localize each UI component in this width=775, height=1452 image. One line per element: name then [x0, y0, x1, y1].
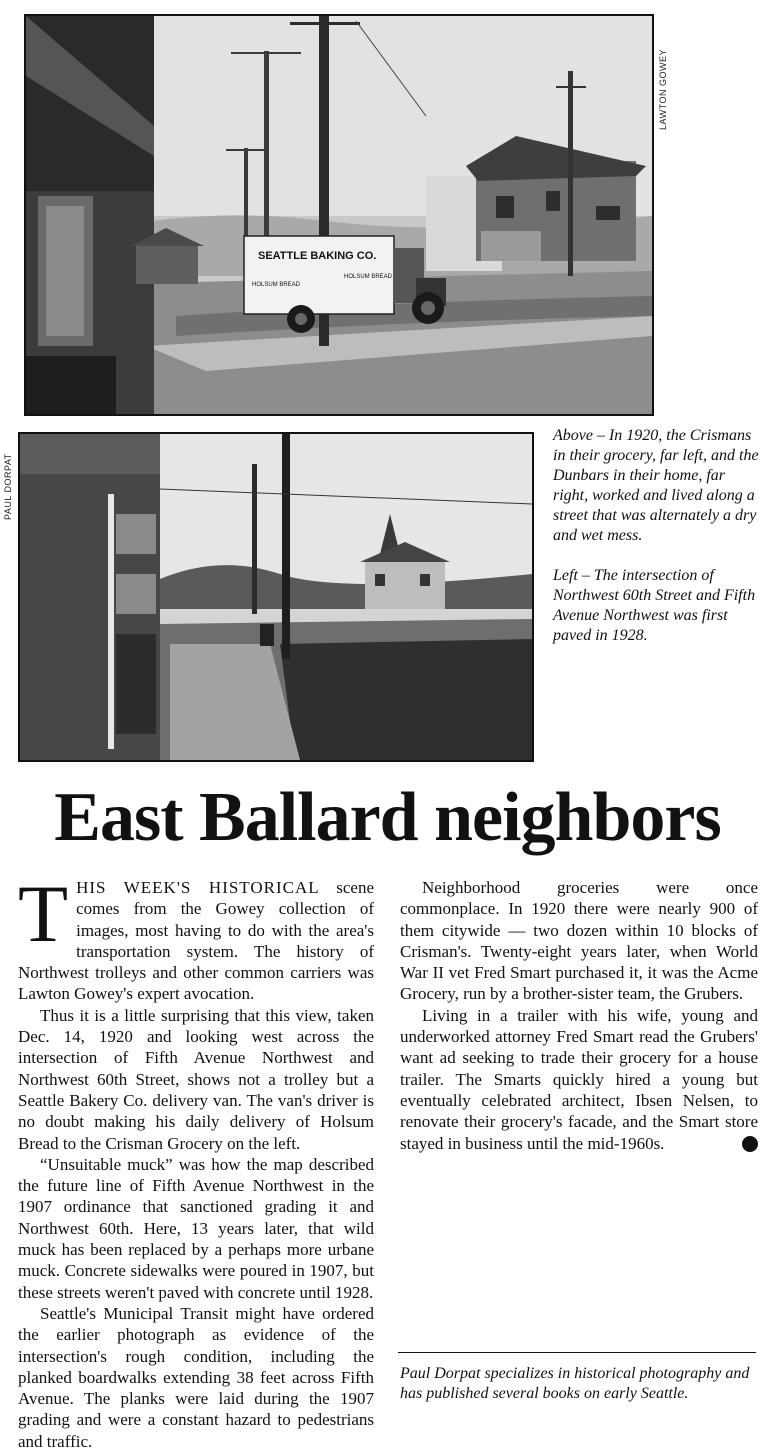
drop-cap: T: [18, 868, 69, 959]
photo-credit-lawton-gowey: LAWTON GOWEY: [658, 48, 668, 130]
bio-divider: [398, 1352, 756, 1353]
author-bio: Paul Dorpat specializes in historical photography and has published several books on early Seattle.: [400, 1365, 750, 1402]
article-paragraph-4: Seattle's Municipal Transit might have ordered the earlier photograph as evidence of the intersection's rough condition, including the planked boardwalks extending 38 feet across Fifth Avenue. The planks were laid during the 1907 grading and were a constant hazard to pedestrians and traffic.: [18, 1303, 374, 1451]
photo-credit-paul-dorpat: PAUL DORPAT: [3, 453, 13, 520]
caption-left: Left – The intersection of Northwest 60th Street and Fifth Avenue Northwest was first paved in 1928.: [553, 567, 756, 644]
article-column-2: [400, 877, 772, 1154]
caption-above: Above – In 1920, the Crismans in their grocery, far left, and the Dunbars in their home, far right, worked and lived along a street that was alternately a dry and wet mess.: [553, 427, 759, 544]
van-sign-text: SEATTLE BAKING CO.: [258, 250, 377, 262]
modern-photo-intersection: [18, 432, 534, 762]
article-paragraph-2: Thus it is a little surprising that this view, taken Dec. 14, 1920 and looking west across the intersection of Fifth Avenue Northwest and Northwest 60th Street, shows not a trolley but a Seattle Bakery Co. delivery van. The van's driver is no doubt making his daily delivery of Holsum Bread to the Crisman Grocery on the left.: [18, 1005, 374, 1153]
article-paragraph-6: [400, 1005, 772, 1154]
article-paragraph-1: [18, 868, 374, 1005]
paragraph-6-text: Living in a trailer with his wife, young and underworked attorney Fred Smart read the Grubers' want ad seeking to trade their grocery for a house trailer. The Smarts quickly hired a young but eventually celebrated architect, Ibsen Nelsen, to renovate their grocery's facade, and the Smart store stayed in business until the mid-1960s.: [400, 1005, 758, 1153]
van-side-text-left: HOLSUM BREAD: [252, 282, 301, 288]
lead-in: HIS WEEK'S HISTORICAL: [76, 878, 320, 897]
historical-photo-1920: [24, 14, 654, 416]
photo-captions: [553, 426, 763, 666]
article-column-1: [18, 868, 374, 1452]
headline: East Ballard neighbors: [54, 779, 721, 856]
end-mark-icon: P: [742, 1136, 758, 1152]
van-side-text-right: HOLSUM BREAD: [344, 274, 393, 280]
article-paragraph-5: Neighborhood groceries were once commonplace. In 1920 there were nearly 900 of them citywide — two dozen within 10 blocks of Crisman's. Twenty-eight years later, when World War II vet Fred Smart purchased it, it was the Acme Grocery, run by a brother-sister team, the Grubers.: [400, 878, 758, 1004]
article-paragraph-3: “Unsuitable muck” was how the map described the future line of Fifth Avenue Northwest in the 1907 ordinance that sanctioned grading it and Northwest 60th. Here, 13 years later, that wild muck has been replaced by a perhaps more urbane muck. Concrete sidewalks were poured in 1907, but these streets weren't paved with concrete until 1928.: [18, 1154, 374, 1302]
paragraph-1-text: scene comes from the Gowey collection of images, most having to do with the area's transportation system. The history of Northwest trolleys and other common carriers was Lawton Gowey's expert avocation.: [18, 878, 374, 1004]
